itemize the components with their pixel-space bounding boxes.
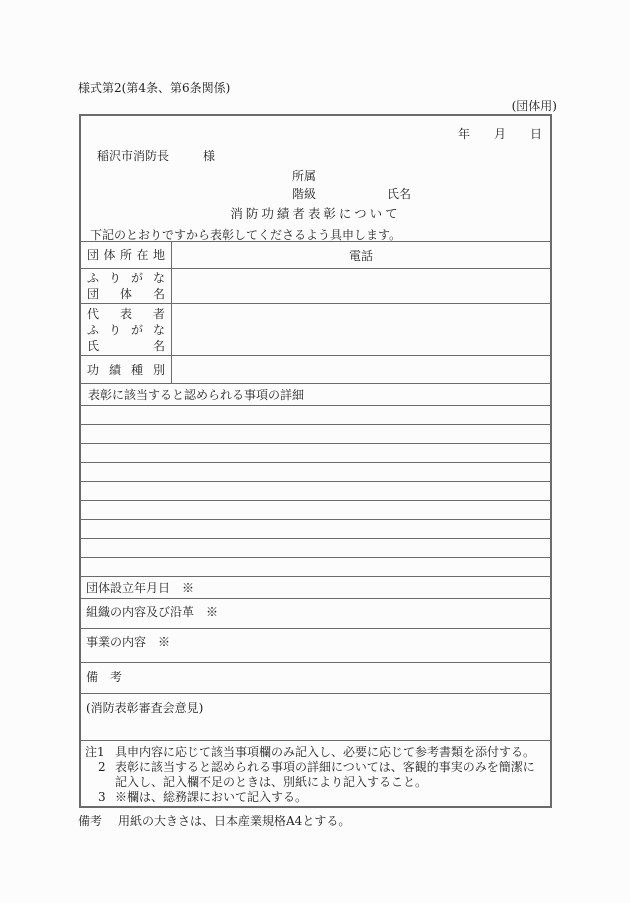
detail-blank-row — [81, 557, 550, 576]
form-code: 様式第2(第4条、第6条関係) — [78, 81, 231, 95]
row-organization — [81, 598, 550, 628]
row-group-name — [81, 268, 550, 303]
rep-name-label: 氏名 — [87, 338, 165, 353]
group-address-label-cell — [81, 242, 172, 268]
note-text-2: 表彰に該当すると認められる事項の詳細については、客観的事実のみを簡潔に記入し、記入欄不足のときは、別紙により記入すること。 — [115, 760, 535, 789]
name-label: 氏名 — [387, 187, 412, 201]
committee-opinion-label: (消防表彰審査会意見) — [86, 701, 204, 715]
row-detail-header — [81, 383, 550, 405]
paper-size-note — [78, 812, 350, 829]
note-marker-1: 注1 — [85, 745, 105, 759]
group-address-label: 団体所在地 — [87, 248, 165, 262]
representative-label-cell — [81, 304, 172, 355]
note-item-3 — [85, 790, 544, 805]
addressee-honorific: 様 — [203, 149, 216, 163]
row-notes — [81, 740, 550, 806]
group-address-value-cell — [172, 242, 550, 268]
detail-blank-row — [81, 424, 550, 443]
addressee-name: 稲沢市消防長 — [97, 149, 170, 163]
note-text-1: 具申内容に応じて該当事項欄のみ記入し、必要に応じて参考書類を添付する。 — [115, 745, 536, 759]
row-establishment-date — [81, 576, 550, 598]
remarks-label: 備 考 — [86, 670, 123, 684]
establishment-date-label: 団体設立年月日 ※ — [86, 581, 195, 595]
rank-label: 階級 — [292, 187, 317, 201]
note-item-2 — [85, 760, 544, 790]
form-frame — [79, 114, 552, 808]
representative-label: 代表者 — [87, 306, 165, 321]
detail-blank-row — [81, 538, 550, 557]
paper-size-note-label: 備考 — [78, 814, 103, 828]
detail-blank-row — [81, 443, 550, 462]
row-group-address — [81, 241, 550, 268]
detail-blank-row — [81, 462, 550, 481]
date-line: 年 月 日 — [457, 127, 542, 141]
detail-header-label: 表彰に該当すると認められる事項の詳細 — [88, 388, 305, 402]
group-name-value-cell — [172, 269, 550, 303]
detail-blank-row — [81, 405, 550, 424]
paper-size-note-text: 用紙の大きさは、日本産業規格A4とする。 — [118, 814, 351, 828]
business-label: 事業の内容 ※ — [86, 635, 171, 649]
row-representative — [81, 303, 550, 355]
row-business — [81, 628, 550, 662]
detail-blank-row — [81, 519, 550, 538]
organization-label: 組織の内容及び沿革 ※ — [86, 605, 219, 619]
merit-type-value-cell — [172, 356, 550, 383]
note-marker-3: 3 — [98, 790, 106, 804]
addressee-line — [97, 147, 215, 164]
merit-type-label-cell — [81, 356, 172, 383]
document-title: 消防功績者表彰について — [230, 206, 401, 221]
group-name-label-cell — [81, 269, 172, 303]
furigana-label: ふりがな — [87, 271, 165, 285]
letter-head — [81, 116, 550, 241]
merit-type-label: 功績種別 — [87, 362, 165, 377]
affiliation-label: 所属 — [292, 169, 317, 183]
group-name-label: 団体名 — [87, 287, 165, 301]
row-committee-opinion — [81, 693, 550, 740]
note-marker-2: 2 — [98, 760, 106, 774]
representative-value-cell — [172, 304, 550, 355]
detail-blank-row — [81, 500, 550, 519]
audience-tag: (団体用) — [511, 99, 557, 113]
detail-blank-row — [81, 481, 550, 500]
row-merit-type — [81, 355, 550, 383]
phone-label: 電話 — [348, 248, 373, 263]
note-text-3: ※欄は、総務課において記入する。 — [115, 790, 308, 804]
intro-sentence: 下記のとおりですから表彰してくださるよう具申します。 — [90, 228, 402, 242]
row-remarks — [81, 662, 550, 693]
note-item-1 — [85, 745, 544, 760]
rep-furigana-label: ふりがな — [87, 322, 165, 337]
